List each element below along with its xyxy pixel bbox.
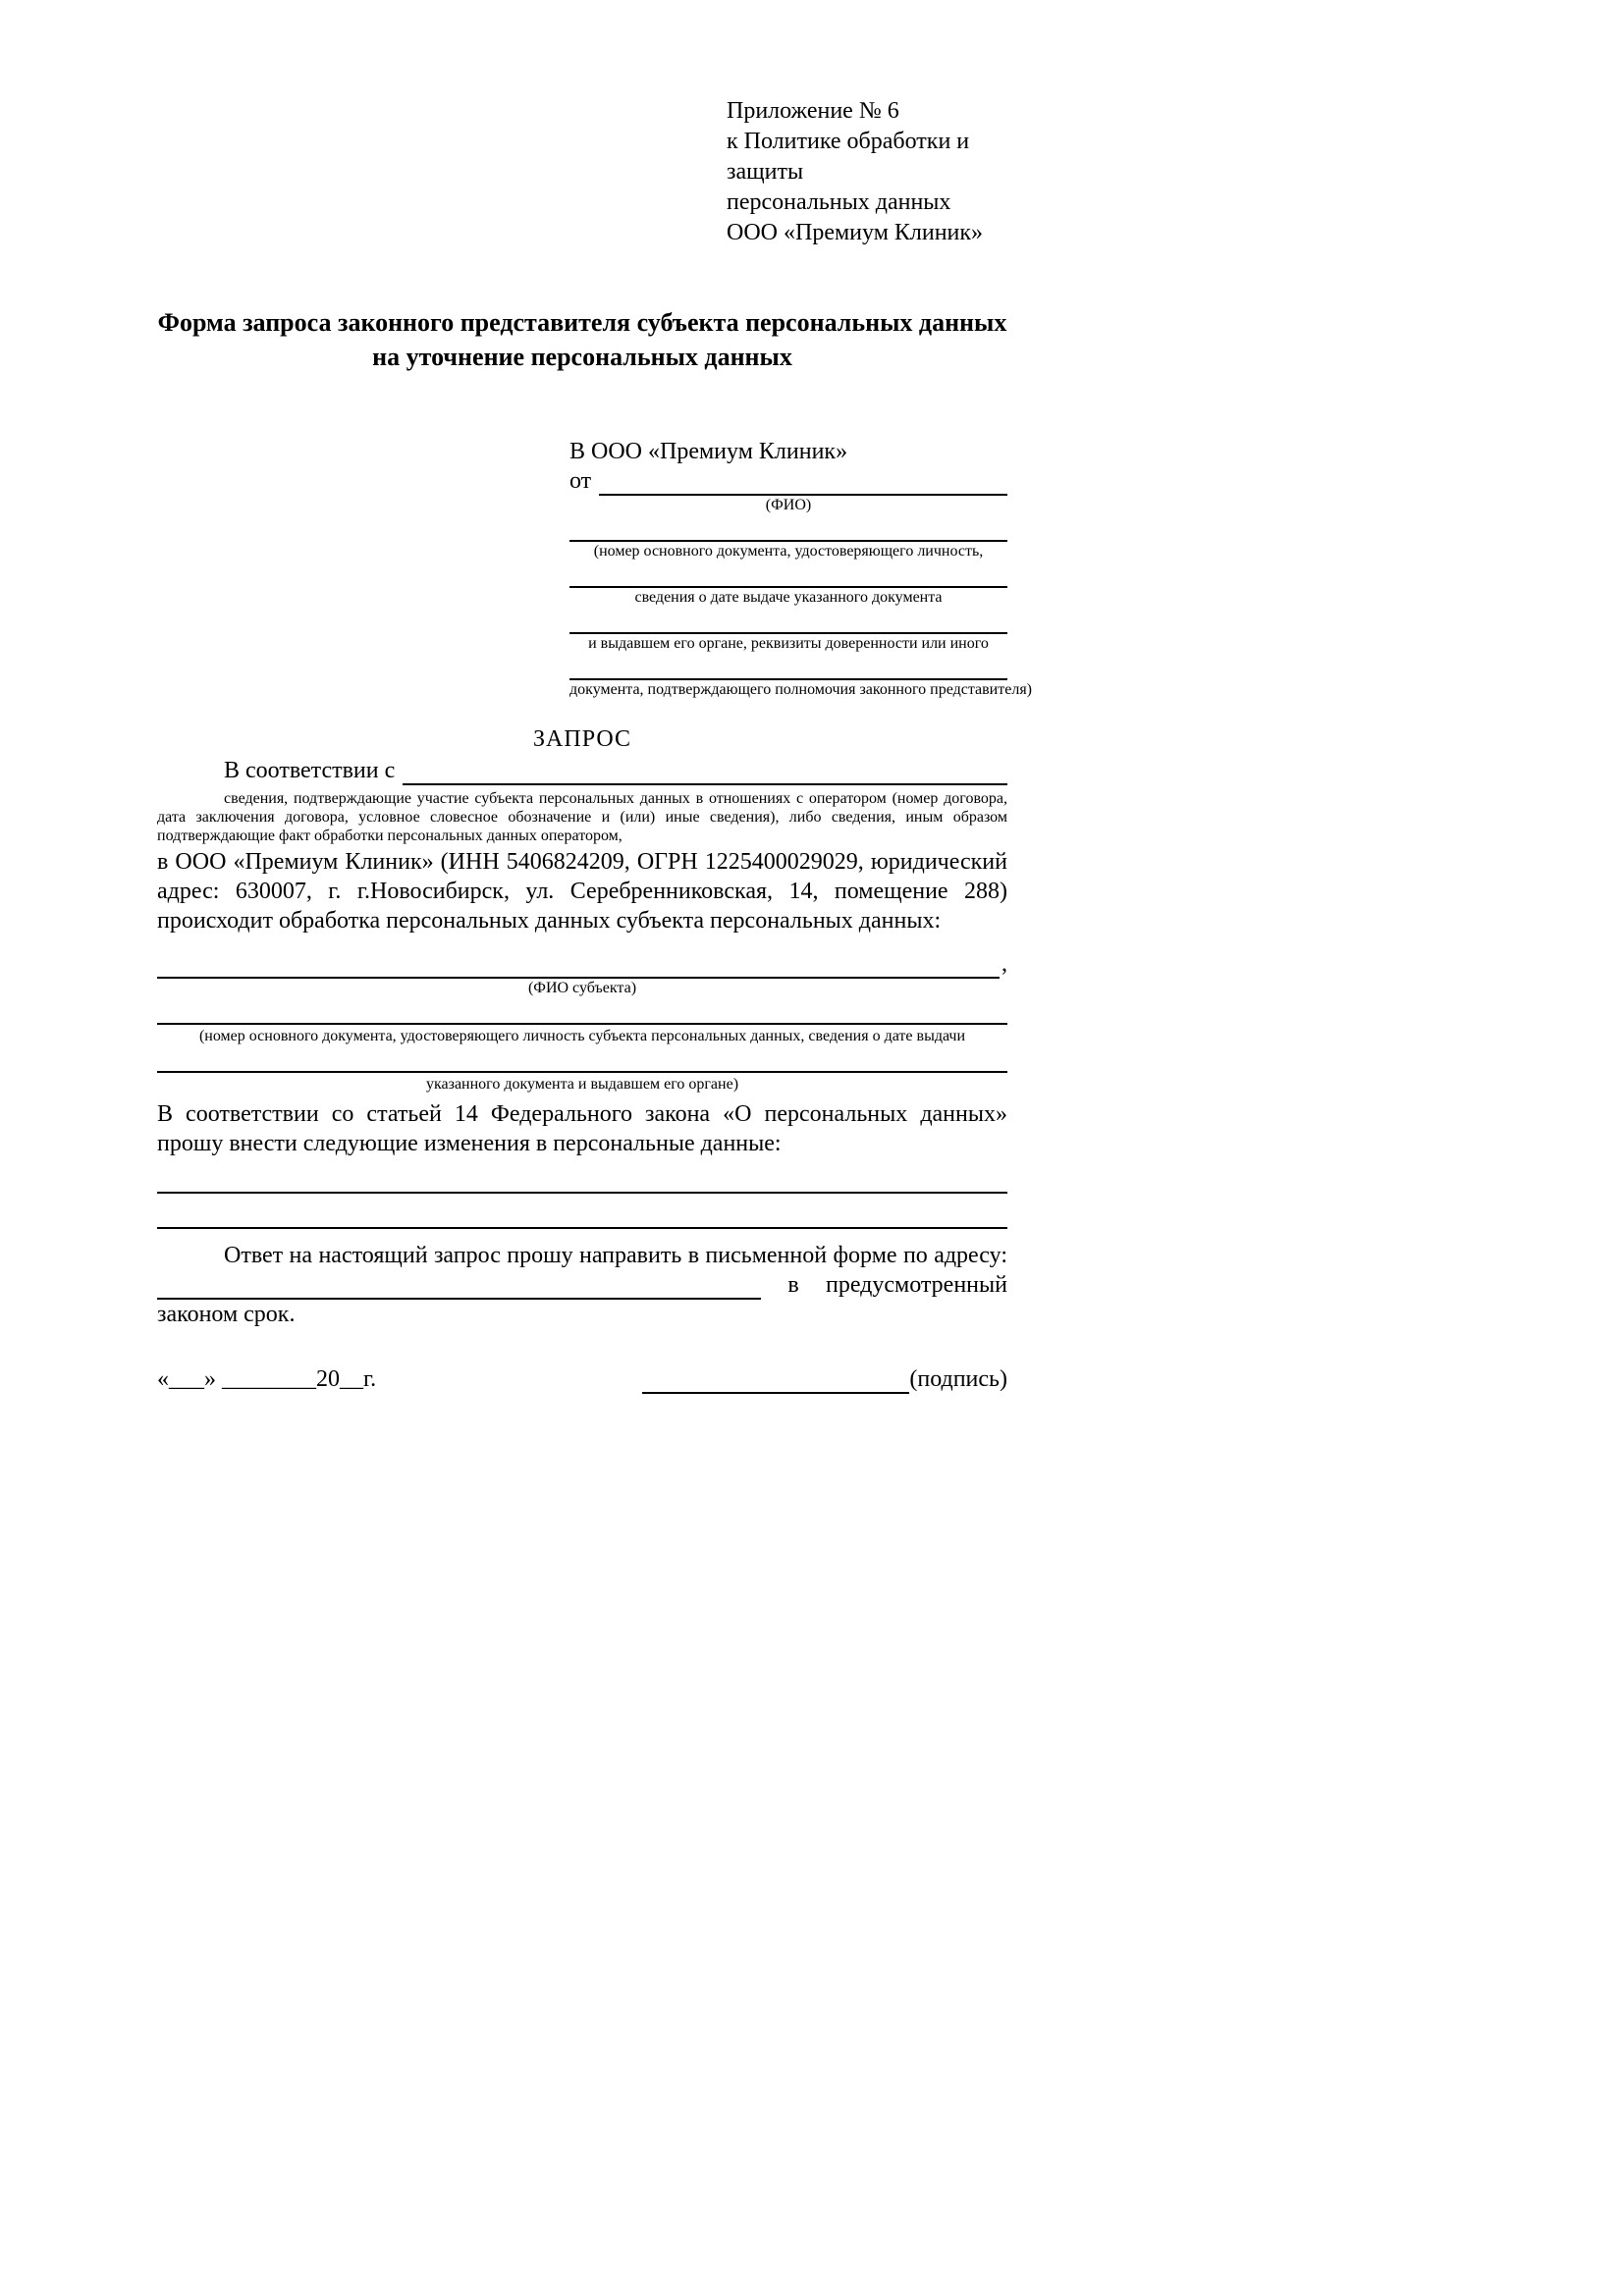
document-title — [157, 305, 1007, 374]
date-fill-field[interactable]: «___» ________20__г. — [157, 1366, 377, 1392]
signature-row — [157, 1364, 1007, 1394]
doc-caption-4: документа, подтверждающего полномочия законного представителя) — [569, 681, 1032, 698]
changes-fill-line-1[interactable] — [157, 1158, 1007, 1194]
article-paragraph: В соответствии со статьей 14 Федерального закона «О персональных данных» прошу внести следующие изменения в персональные данные: — [157, 1101, 1007, 1156]
subject-doc-fill-line-1[interactable] — [157, 997, 1007, 1025]
answer-word-in: в — [787, 1272, 799, 1298]
appendix-header — [727, 96, 1007, 248]
addressee-from-row — [569, 466, 1007, 496]
request-heading: ЗАПРОС — [533, 726, 631, 752]
signature-fill-line[interactable] — [642, 1392, 909, 1394]
appendix-line-4: ООО «Премиум Клиник» — [727, 220, 984, 245]
doc-caption-1: (номер основного документа, удостоверяющего личность, — [593, 543, 984, 560]
operator-paragraph: в ООО «Премиум Клиник» (ИНН 5406824209, ОГРН 1225400029029, юридический адрес: 630007, г. г.Новосибирск, ул. Серебренниковская, 14, помещение 288) происходит обработка персональных данных субъекта персональных данных: — [157, 849, 1007, 934]
appendix-line-3: персональных данных — [727, 189, 951, 215]
subject-fio-row — [157, 949, 1007, 979]
representative-doc-fill-line-3[interactable] — [569, 607, 1007, 634]
fio-caption: (ФИО) — [765, 497, 812, 513]
subject-comma: , — [1001, 951, 1007, 977]
answer-address-row — [157, 1270, 1007, 1300]
title-line-1: Форма запроса законного представителя субъекта персональных данных — [157, 308, 1007, 337]
changes-fill-line-2[interactable] — [157, 1194, 1007, 1229]
appendix-line-1: Приложение № 6 — [727, 98, 899, 124]
representative-doc-fill-line-1[interactable] — [569, 514, 1007, 542]
answer-closing: законом срок. — [157, 1302, 296, 1327]
subject-doc-caption-2: указанного документа и выдавшем его органе) — [425, 1076, 739, 1093]
document-content — [157, 96, 1032, 1394]
from-label: от — [569, 468, 592, 494]
appendix-line-2: к Политике обработки и защиты — [727, 129, 970, 185]
signature-group — [642, 1364, 1007, 1394]
addressee-to: В ООО «Премиум Клиник» — [569, 439, 848, 464]
accordance-row — [157, 756, 1007, 785]
subject-doc-fill-line-2[interactable] — [157, 1045, 1007, 1073]
answer-paragraph-line: Ответ на настоящий запрос прошу направить в письменной форме по адресу: — [224, 1243, 1007, 1268]
doc-caption-3: и выдавшем его органе, реквизиты доверенности или иного — [588, 635, 989, 652]
representative-doc-fill-line-2[interactable] — [569, 561, 1007, 588]
accordance-caption: сведения, подтверждающие участие субъекта персональных данных в отношениях с оператором (номер договора, дата заключения договора, условное словесное обозначение и (или) иные сведения), либо сведения, иным образом подтверждающие факт обработки персональных данных оператором, — [157, 790, 1007, 844]
accordance-fill-line[interactable] — [403, 783, 1007, 785]
subject-fio-caption: (ФИО субъекта) — [527, 980, 637, 996]
answer-word-stipulated: предусмотренный — [825, 1272, 1007, 1298]
subject-doc-caption-1: (номер основного документа, удостоверяющего личность субъекта персональных данных, сведения о дате выдачи — [198, 1028, 966, 1044]
signature-caption: (подпись) — [909, 1366, 1007, 1392]
accordance-label: В соответствии с — [224, 758, 396, 783]
representative-doc-fill-line-4[interactable] — [569, 653, 1007, 680]
doc-caption-2: сведения о дате выдаче указанного документа — [634, 589, 943, 606]
addressee-block — [569, 437, 1032, 699]
title-line-2: на уточнение персональных данных — [372, 343, 792, 371]
